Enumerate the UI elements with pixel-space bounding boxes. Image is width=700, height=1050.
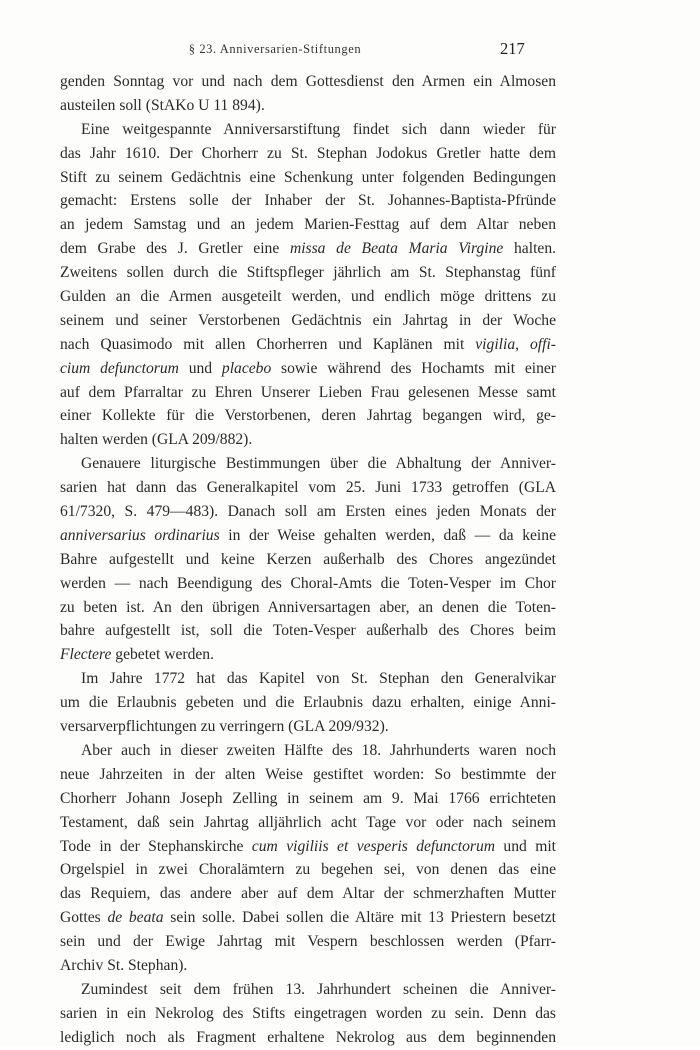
- text-segment: in der Weise gehalten werden, daß — da keine: [219, 526, 556, 544]
- text-line: [60, 285, 556, 309]
- text-line: [60, 835, 556, 859]
- text-line: [60, 452, 556, 476]
- text-line: [60, 213, 556, 237]
- text-segment: Gulden an die Armen ausgeteilt werden, und endlich möge drittens zu: [60, 288, 556, 306]
- text-line: [60, 715, 556, 739]
- text-line: [60, 309, 556, 333]
- text-segment: neue Jahrzeiten in der alten Weise gestiftet worden: So bestimmte der: [60, 765, 556, 783]
- text-line: [60, 643, 556, 667]
- running-head: § 23. Anniversarien-Stiftungen: [188, 42, 362, 56]
- italic-text: vigilia, offi-: [475, 335, 556, 353]
- text-line: [60, 858, 556, 882]
- text-segment: das Jahr 1610. Der Chorherr zu St. Stephan Jodokus Gretler hatte dem: [60, 144, 556, 162]
- text-line: [60, 237, 556, 261]
- text-segment: und: [178, 359, 222, 377]
- text-segment: halten.: [503, 240, 557, 258]
- text-segment: Genauere liturgische Bestimmungen über die Abhaltung der Anniver-: [81, 455, 556, 473]
- text-line: [60, 667, 556, 691]
- text-line: [60, 882, 556, 906]
- text-line: [60, 930, 556, 954]
- text-segment: Gottes: [60, 909, 108, 927]
- text-segment: Stift zu seinem Gedächtnis eine Schenkung unter folgenden Bedingungen: [60, 168, 556, 186]
- italic-text: de beata: [107, 909, 164, 927]
- text-line: [60, 142, 556, 166]
- text-line: [60, 381, 556, 405]
- text-segment: dem Grabe des J. Gretler eine: [60, 240, 290, 258]
- text-line: [60, 524, 556, 548]
- text-segment: versarverpflichtungen zu verringern (GLA 209/932).: [60, 718, 389, 736]
- text-segment: seinem und seiner Verstorbenen Gedächtnis ein Jahrtag in der Woche: [60, 311, 556, 329]
- text-segment: austeilen soll (StAKo U 11 894).: [60, 96, 265, 114]
- text-segment: sowie während des Hochamts mit einer: [271, 359, 556, 377]
- text-line: [60, 476, 556, 500]
- italic-text: cium defunctorum: [60, 359, 179, 377]
- text-line: [60, 811, 556, 835]
- text-segment: genden Sonntag vor und nach dem Gottesdienst den Armen ein Almosen: [60, 73, 556, 90]
- text-segment: einer Kollekte für die Verstorbenen, deren Jahrtag begangen wird, ge-: [60, 407, 556, 425]
- text-segment: halten werden (GLA 209/882).: [60, 431, 253, 449]
- text-segment: Bahre aufgestellt und keine Kerzen außerhalb des Chores angezündet: [60, 550, 556, 568]
- text-line: [60, 787, 556, 811]
- text-segment: um die Erlaubnis gebeten und die Erlaubnis dazu erhalten, einige Anni-: [60, 694, 556, 712]
- italic-text: anniversarius ordinarius: [60, 526, 220, 544]
- text-line: [60, 189, 556, 213]
- text-segment: auf dem Pfarraltar zu Ehren Unserer Lieben Frau gelesenen Messe samt: [60, 383, 556, 401]
- text-segment: zu beten ist. An den übrigen Anniversartagen aber, an denen die Toten-: [60, 598, 556, 616]
- text-segment: und mit: [495, 837, 557, 855]
- text-segment: bahre aufgestellt ist, soll die Toten-Vesper außerhalb des Chores beim: [60, 622, 556, 640]
- text-line: [60, 70, 556, 94]
- italic-text: placebo: [221, 359, 272, 377]
- text-line: [60, 739, 556, 763]
- page-number: 217: [500, 39, 525, 58]
- text-line: [60, 500, 556, 524]
- text-segment: sein und der Ewige Jahrtag mit Vespern beschlossen werden (Pfarr-: [60, 933, 556, 951]
- text-line: [60, 691, 556, 715]
- text-line: [60, 166, 556, 190]
- text-line: [60, 118, 556, 142]
- text-line: [60, 357, 556, 381]
- text-segment: sarien hat dann das Generalkapitel vom 25. Juni 1733 getroffen (GLA: [60, 479, 556, 497]
- text-segment: Zumindest seit dem frühen 13. Jahrhundert scheinen die Anniver-: [81, 980, 556, 998]
- text-segment: werden — nach Beendigung des Choral-Amts die Toten-Vesper im Chor: [60, 574, 556, 592]
- text-segment: Chorherr Johann Joseph Zelling in seinem am 9. Mai 1766 errichteten: [60, 789, 556, 807]
- text-segment: Archiv St. Stephan).: [60, 956, 188, 974]
- text-line: [60, 954, 556, 978]
- text-segment: Testament, daß sein Jahrtag alljährlich acht Tage vor oder nach seinem: [60, 813, 556, 831]
- text-line: [60, 906, 556, 930]
- text-line: [60, 428, 556, 452]
- text-segment: sarien in ein Nekrolog des Stifts eingetragen worden zu sein. Denn das: [60, 1004, 556, 1022]
- text-segment: Orgelspiel in zwei Choralämtern zu begehen sei, von denen das eine: [60, 861, 556, 879]
- body-text: [60, 70, 556, 1050]
- italic-text: cum vigiliis et vesperis defunctorum: [251, 837, 496, 855]
- text-line: [60, 548, 556, 572]
- italic-text: Flectere: [60, 646, 112, 664]
- text-segment: Aber auch in dieser zweiten Hälfte des 18. Jahrhunderts waren noch: [81, 741, 556, 759]
- text-line: [60, 94, 556, 118]
- text-line: [60, 261, 556, 285]
- italic-text: missa de Beata Maria Virgine: [289, 240, 504, 258]
- text-segment: 61/7320, S. 479—483). Danach soll am Ersten eines jeden Monats der: [60, 503, 556, 521]
- text-segment: Im Jahre 1772 hat das Kapitel von St. Stephan den Generalvikar: [81, 670, 556, 688]
- text-line: [60, 619, 556, 643]
- text-segment: an jedem Samstag und an jedem Marien-Festtag auf dem Altar neben: [60, 216, 556, 234]
- text-line: [60, 404, 556, 428]
- text-segment: sein solle. Dabei sollen die Altäre mit 13 Priestern besetzt: [163, 909, 556, 927]
- text-segment: gebetet werden.: [111, 646, 214, 664]
- text-segment: nach Quasimodo mit allen Chorherren und Kaplänen mit: [60, 335, 476, 353]
- text-segment: lediglich noch als Fragment erhaltene Nekrolog aus dem beginnenden: [60, 1028, 556, 1046]
- text-line: [60, 978, 556, 1002]
- text-segment: Zweitens sollen durch die Stiftspfleger jährlich am St. Stephanstag fünf: [60, 264, 556, 282]
- text-segment: gemacht: Erstens solle der Inhaber der St. Johannes-Baptista-Pfründe: [60, 192, 556, 210]
- text-line: [60, 572, 556, 596]
- text-line: [60, 333, 556, 357]
- text-segment: das Requiem, das andere aber auf dem Altar der schmerzhaften Mutter: [60, 885, 556, 903]
- text-segment: Tode in der Stephanskirche: [60, 837, 252, 855]
- text-line: [60, 763, 556, 787]
- text-line: [60, 1002, 556, 1026]
- text-line: [60, 596, 556, 620]
- text-segment: Eine weitgespannte Anniversarstiftung findet sich dann wieder für: [81, 120, 556, 138]
